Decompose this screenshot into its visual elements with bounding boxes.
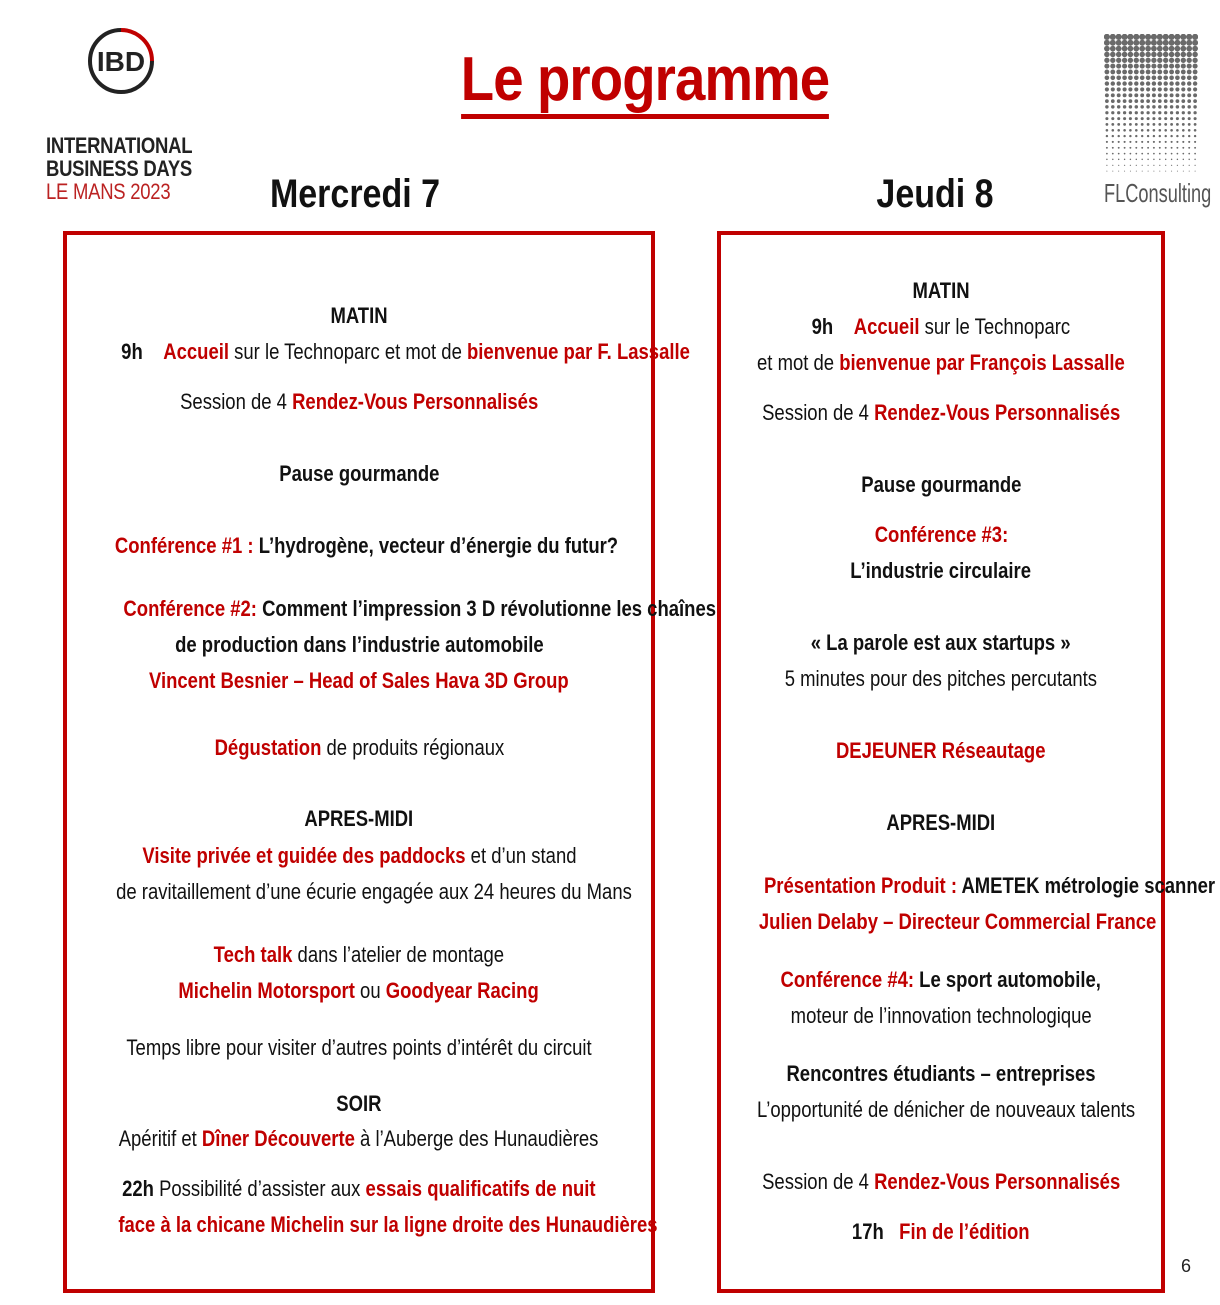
day1-tech-talk-line: Tech talk dans l’atelier de montage — [213, 942, 505, 967]
day2-title: Jeudi 8 — [876, 172, 994, 216]
day1-conference1-line: Conférence #1 : L’hydrogène, vecteur d’énergie du futur? — [114, 533, 619, 558]
day1-title: Mercredi 7 — [269, 172, 441, 216]
page-title: Le programme — [77, 44, 1212, 115]
day2-conference4-line2: moteur de l’innovation technologique — [790, 1003, 1092, 1028]
day1-essais-line: 22h Possibilité d’assister aux essais qualificatifs de nuit — [122, 1176, 596, 1201]
day1-tech-talk-line2: Michelin Motorsport ou Goodyear Racing — [178, 978, 540, 1003]
day2-pause-line: Pause gourmande — [860, 472, 1022, 497]
day1-apres-midi-heading: APRES-MIDI — [304, 806, 414, 831]
day1-soir-heading: SOIR — [336, 1091, 382, 1116]
day1-conference2-speaker: Vincent Besnier – Head of Sales Hava 3D Group — [149, 668, 569, 693]
day2-startups-line2: 5 minutes pour des pitches percutants — [784, 666, 1098, 691]
day2-rencontres-line2: L’opportunité de dénicher de nouveaux talents — [757, 1097, 1136, 1122]
day1-session-line: Session de 4 Rendez-Vous Personnalisés — [179, 389, 539, 414]
day2-dejeuner-line: DEJEUNER Réseautage — [836, 738, 1046, 763]
day2-fin-line: 17h Fin de l’édition — [852, 1219, 1030, 1244]
day2-schedule-panel — [717, 231, 1216, 1293]
ibd-logo-mark — [86, 26, 156, 96]
day2-accueil-line: 9h Accueil sur le Technoparc — [811, 314, 1071, 339]
day1-pause-line: Pause gourmande — [278, 461, 440, 486]
day1-essais-line2: face à la chicane Michelin sur la ligne droite des Hunaudières — [118, 1212, 658, 1237]
day1-conference2-line: Conférence #2: Comment l’impression 3 D révolutionne les chaînes — [123, 596, 717, 621]
day2-conference3-label: Conférence #3: — [874, 522, 1008, 547]
day2-conference3-title: L’industrie circulaire — [850, 558, 1032, 583]
page-number: 6 — [1181, 1256, 1192, 1276]
fl-consulting-logo — [1104, 34, 1212, 214]
day1-diner-line: Apéritif et Dîner Découverte à l’Auberge des Hunaudières — [119, 1126, 599, 1151]
ibd-mark-text: IBD — [96, 46, 146, 77]
day1-visite-line2: de ravitaillement d’une écurie engagée aux 24 heures du Mans — [116, 879, 632, 904]
day2-apres-midi-heading: APRES-MIDI — [886, 810, 996, 835]
day2-presentation-line: Présentation Produit : AMETEK métrologie scanner — [763, 873, 1216, 898]
day1-visite-line: Visite privée et guidée des paddocks et d’un stand — [141, 843, 577, 868]
ibd-logo-line2: BUSINESS DAYS — [46, 156, 192, 181]
day2-conference4-line: Conférence #4: Le sport automobile, — [780, 967, 1102, 992]
ibd-logo-line3: LE MANS 2023 — [46, 179, 171, 204]
day2-session-line: Session de 4 Rendez-Vous Personnalisés — [761, 400, 1121, 425]
day1-accueil-line: 9h Accueil sur le Technoparc et mot de bienvenue par F. Lassalle — [121, 339, 690, 364]
halftone-pattern-icon — [1104, 34, 1198, 174]
day1-conference2-line2: de production dans l’industrie automobile — [174, 632, 544, 657]
day2-presentation-speaker: Julien Delaby – Directeur Commercial France — [758, 909, 1157, 934]
ibd-logo-line1: INTERNATIONAL — [46, 133, 193, 158]
day1-schedule-panel — [63, 231, 717, 1293]
fl-consulting-text: FLConsulting — [1104, 178, 1212, 208]
ibd-logo — [40, 20, 210, 220]
day2-rencontres-line: Rencontres étudiants – entreprises — [786, 1061, 1096, 1086]
day1-degustation-line: Dégustation de produits régionaux — [214, 735, 504, 760]
day2-matin-heading: MATIN — [912, 278, 970, 303]
day1-matin-heading: MATIN — [330, 303, 388, 328]
day2-bienvenue-line: et mot de bienvenue par François Lassalle — [757, 350, 1125, 375]
day2-session2-line: Session de 4 Rendez-Vous Personnalisés — [761, 1169, 1121, 1194]
day2-startups-line: « La parole est aux startups » — [811, 630, 1071, 655]
day1-temps-libre-line: Temps libre pour visiter d’autres points d’intérêt du circuit — [126, 1035, 592, 1060]
